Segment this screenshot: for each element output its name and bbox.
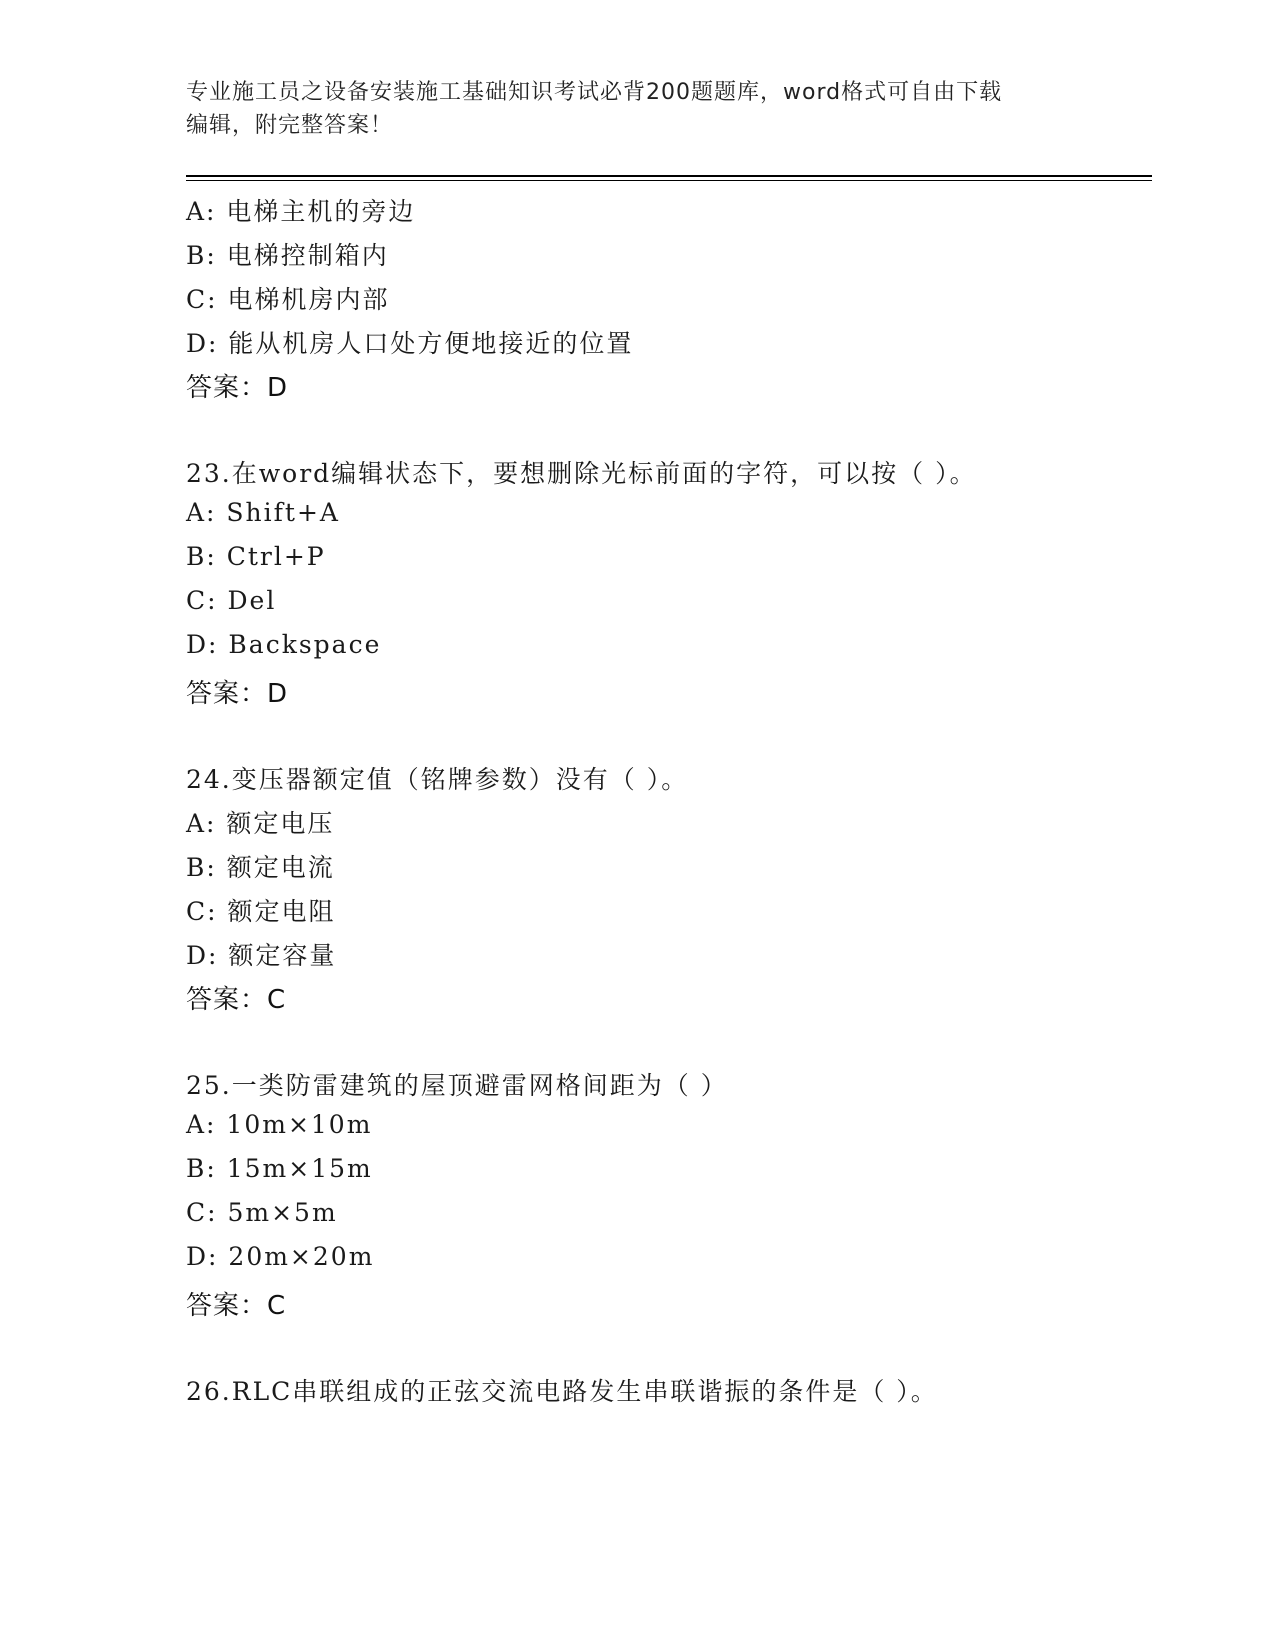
q22-option-a: A: 电梯主机的旁边 xyxy=(186,197,416,226)
q22-option-b: B: 电梯控制箱内 xyxy=(186,241,389,270)
q24-option-d: D: 额定容量 xyxy=(186,941,337,970)
q25-answer: 答案：C xyxy=(186,1291,287,1321)
header-rule-thin xyxy=(186,180,1152,181)
q23-option-a: A: Shift+A xyxy=(186,498,340,527)
q22-option-d: D: 能从机房人口处方便地接近的位置 xyxy=(186,329,634,358)
q24-option-b: B: 额定电流 xyxy=(186,853,335,882)
q24-answer: 答案：C xyxy=(186,985,287,1015)
q23-option-d: D: Backspace xyxy=(186,630,382,659)
q25-question: 25.一类防雷建筑的屋顶避雷网格间距为（ ） xyxy=(186,1071,728,1100)
q24-option-a: A: 额定电压 xyxy=(186,809,335,838)
q25-option-a: A: 10m×10m xyxy=(186,1110,373,1139)
q24-question: 24.变压器额定值（铭牌参数）没有（ ）。 xyxy=(186,765,689,794)
q23-answer: 答案：D xyxy=(186,679,289,709)
q23-option-b: B: Ctrl+P xyxy=(186,542,326,571)
q25-option-b: B: 15m×15m xyxy=(186,1154,373,1183)
header-rule-thick xyxy=(186,175,1152,177)
q25-option-d: D: 20m×20m xyxy=(186,1242,375,1271)
q22-option-c: C: 电梯机房内部 xyxy=(186,285,390,314)
q22-answer: 答案：D xyxy=(186,373,289,403)
header-title-line2: 编辑，附完整答案！ xyxy=(186,113,394,138)
q23-question: 23.在word编辑状态下，要想删除光标前面的字符，可以按（ ）。 xyxy=(186,459,977,488)
header-title-line1: 专业施工员之设备安装施工基础知识考试必背200题题库，word格式可自由下载 xyxy=(186,80,1003,105)
document-header xyxy=(186,76,1066,142)
q23-option-c: C: Del xyxy=(186,586,277,615)
q25-option-c: C: 5m×5m xyxy=(186,1198,338,1227)
q26-question: 26.RLC串联组成的正弦交流电路发生串联谐振的条件是（ ）。 xyxy=(186,1377,938,1406)
q24-option-c: C: 额定电阻 xyxy=(186,897,336,926)
